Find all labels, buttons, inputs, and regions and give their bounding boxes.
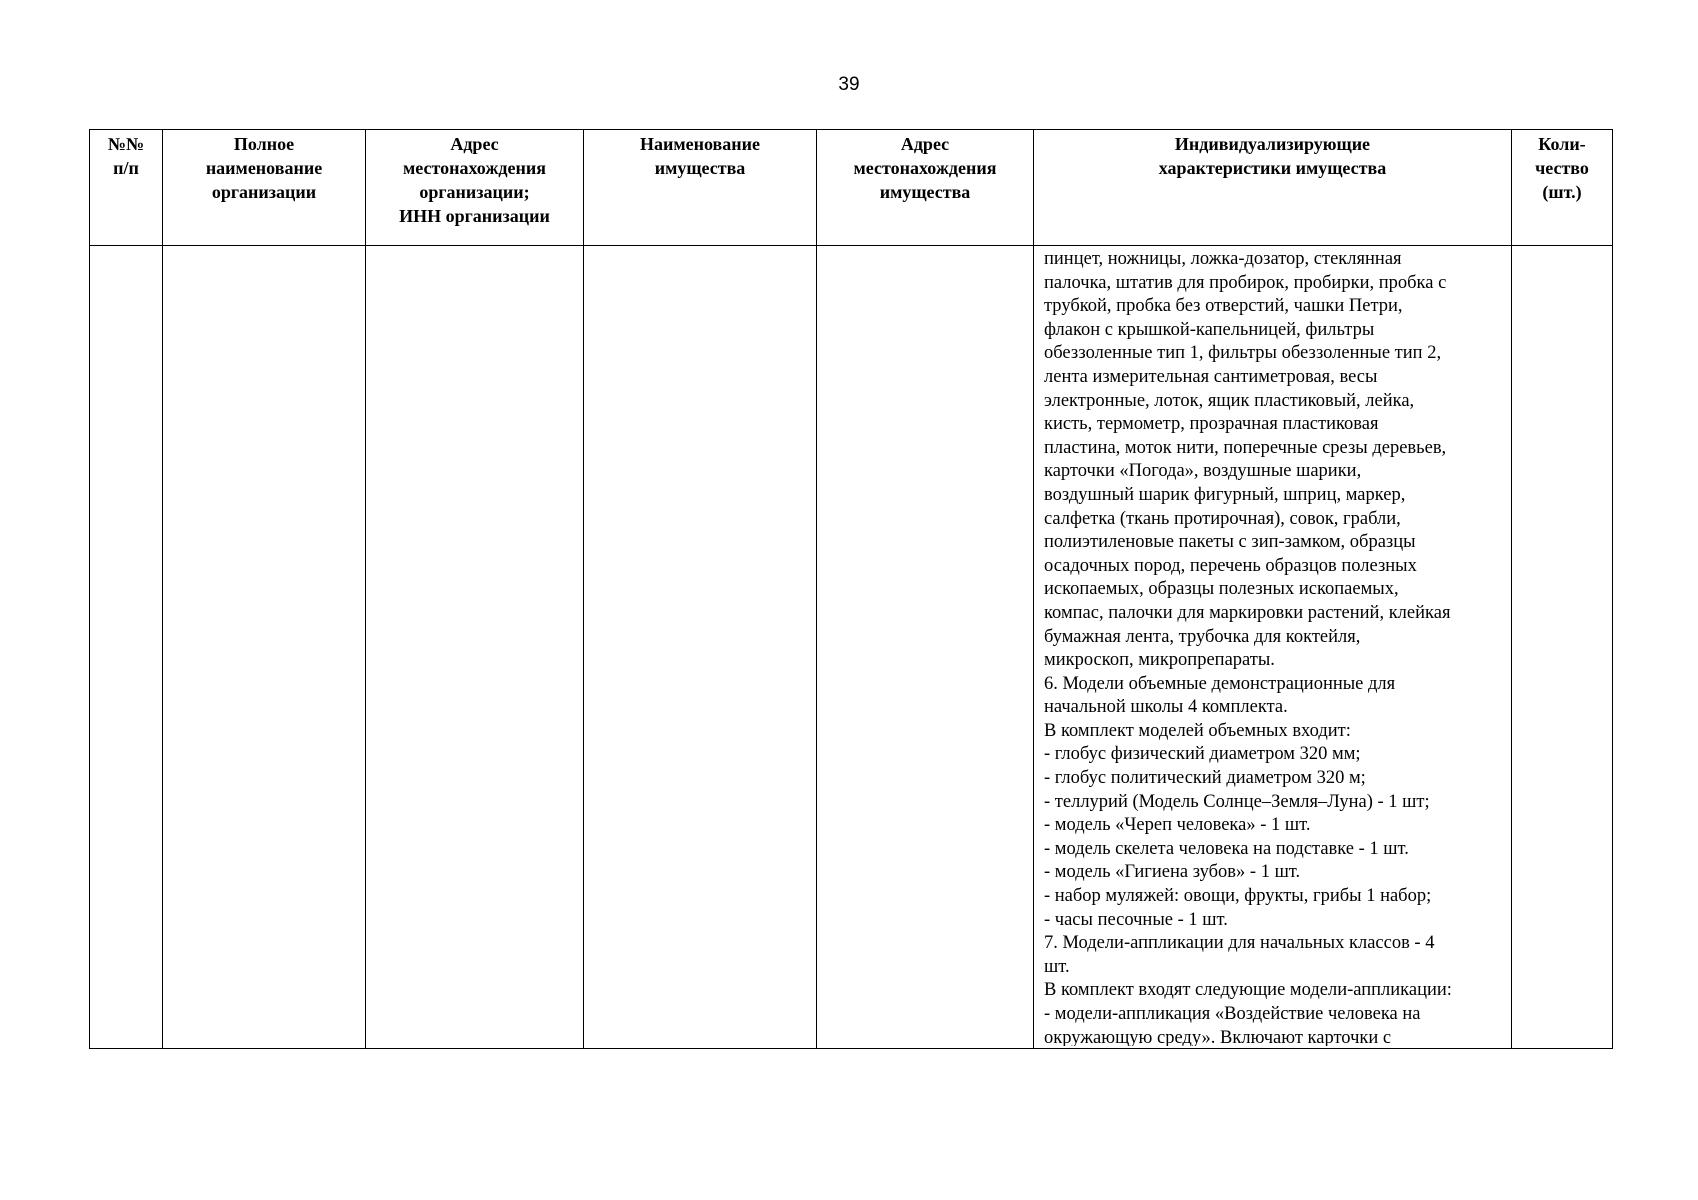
characteristics-line: ископаемых, образцы полезных ископаемых, bbox=[1044, 579, 1399, 600]
col-header-line: наименование bbox=[205, 158, 323, 178]
characteristics-line: 6. Модели объемные демонстрационные для bbox=[1044, 673, 1396, 694]
characteristics-line: осадочных пород, перечень образцов полезных bbox=[1044, 555, 1417, 576]
col-header-property-address bbox=[817, 130, 1034, 246]
characteristics-line: бумажная лента, трубочка для коктейля, bbox=[1044, 626, 1361, 647]
col-header-line: Наименование bbox=[640, 134, 760, 154]
characteristics-line: - набор муляжей: овощи, фрукты, грибы 1 набор; bbox=[1044, 886, 1432, 907]
col-header-line: Коли- bbox=[1538, 134, 1586, 154]
cell-number bbox=[90, 246, 163, 1049]
characteristics-line: полиэтиленовые пакеты с зип-замком, образцы bbox=[1044, 532, 1416, 553]
characteristics-line: обеззоленные тип 1, фильтры обеззоленные тип 2, bbox=[1044, 343, 1442, 364]
characteristics-line: лента измерительная сантиметровая, весы bbox=[1044, 366, 1378, 387]
characteristics-line: начальной школы 4 комплекта. bbox=[1044, 697, 1288, 718]
cell-org-address-inn bbox=[366, 246, 584, 1049]
table-row bbox=[90, 246, 1613, 1049]
characteristics-line: - модель скелета человека на подставке - 1 шт. bbox=[1044, 838, 1409, 859]
col-header-line: (шт.) bbox=[1542, 182, 1582, 202]
characteristics-line: трубкой, пробка без отверстий, чашки Петри, bbox=[1044, 296, 1403, 317]
col-header-quantity bbox=[1512, 130, 1613, 246]
characteristics-line: - часы песочные - 1 шт. bbox=[1044, 909, 1228, 930]
col-header-line: имущества bbox=[879, 182, 971, 202]
characteristics-line: 7. Модели-аппликации для начальных классов - 4 bbox=[1044, 933, 1435, 954]
col-header-line: Адрес bbox=[450, 134, 499, 154]
col-header-number bbox=[90, 130, 163, 246]
col-header-property-name bbox=[584, 130, 817, 246]
characteristics-line: - глобус физический диаметром 320 мм; bbox=[1044, 744, 1361, 765]
characteristics-line: палочка, штатив для пробирок, пробирки, пробка с bbox=[1044, 272, 1447, 293]
col-header-line: имущества bbox=[654, 158, 746, 178]
characteristics-line: компас, палочки для маркировки растений, клейкая bbox=[1044, 602, 1451, 623]
table-header-row bbox=[90, 130, 1613, 246]
col-header-line: местонахождения bbox=[853, 158, 997, 178]
cell-org-name bbox=[163, 246, 366, 1049]
characteristics-line: кисть, термометр, прозрачная пластиковая bbox=[1044, 414, 1379, 435]
col-header-line: местонахождения bbox=[403, 158, 546, 178]
characteristics-line: микроскоп, микропрепараты. bbox=[1044, 650, 1275, 671]
col-header-characteristics bbox=[1034, 130, 1512, 246]
characteristics-line: - модель «Гигиена зубов» - 1 шт. bbox=[1044, 862, 1301, 883]
cell-property-address bbox=[817, 246, 1034, 1049]
characteristics-line: флакон с крышкой-капельницей, фильтры bbox=[1044, 319, 1375, 340]
col-header-line: ИНН организации bbox=[399, 206, 550, 226]
col-header-line: организации; bbox=[419, 182, 530, 202]
characteristics-line: окружающую среду». Включают карточки с bbox=[1044, 1027, 1392, 1046]
col-header-line: №№ bbox=[107, 134, 145, 154]
col-header-org-name bbox=[163, 130, 366, 246]
cell-property-name bbox=[584, 246, 817, 1049]
col-header-line: Индивидуализирующие bbox=[1174, 134, 1371, 154]
characteristics-line: - глобус политический диаметром 320 м; bbox=[1044, 768, 1366, 789]
characteristics-line: воздушный шарик фигурный, шприц, маркер, bbox=[1044, 484, 1406, 505]
characteristics-line: пинцет, ножницы, ложка-дозатор, стеклянная bbox=[1044, 249, 1402, 269]
col-header-line: чество bbox=[1535, 158, 1589, 178]
col-header-line: Адрес bbox=[900, 134, 950, 154]
col-header-line: Полное bbox=[233, 134, 295, 154]
characteristics-line: - модели-аппликация «Воздействие человека на bbox=[1044, 1004, 1421, 1024]
page-number: 39 bbox=[838, 74, 860, 95]
characteristics-line: салфетка (ткань протирочная), совок, грабли, bbox=[1044, 508, 1401, 529]
characteristics-line: электронные, лоток, ящик пластиковый, лейка, bbox=[1044, 390, 1415, 411]
cell-quantity bbox=[1512, 246, 1613, 1049]
characteristics-line: В комплект моделей объемных входит: bbox=[1044, 720, 1351, 741]
cell-characteristics bbox=[1034, 246, 1512, 1049]
col-header-line: п/п bbox=[113, 158, 139, 178]
characteristics-line: - модель «Череп человека» - 1 шт. bbox=[1044, 815, 1311, 836]
characteristics-line: карточки «Погода», воздушные шарики, bbox=[1044, 461, 1362, 482]
characteristics-line: пластина, моток нити, поперечные срезы деревьев, bbox=[1044, 437, 1447, 458]
col-header-org-address-inn bbox=[366, 130, 584, 246]
characteristics-line: - теллурий (Модель Солнце–Земля–Луна) - 1 шт; bbox=[1044, 791, 1430, 812]
characteristics-line: шт. bbox=[1044, 956, 1070, 977]
col-header-line: характеристики имущества bbox=[1158, 158, 1387, 178]
characteristics-line: В комплект входят следующие модели-аппликации: bbox=[1044, 980, 1452, 1001]
col-header-line: организации bbox=[211, 182, 317, 202]
characteristics-text bbox=[1044, 248, 1505, 1046]
property-registry-table bbox=[89, 129, 1613, 1049]
